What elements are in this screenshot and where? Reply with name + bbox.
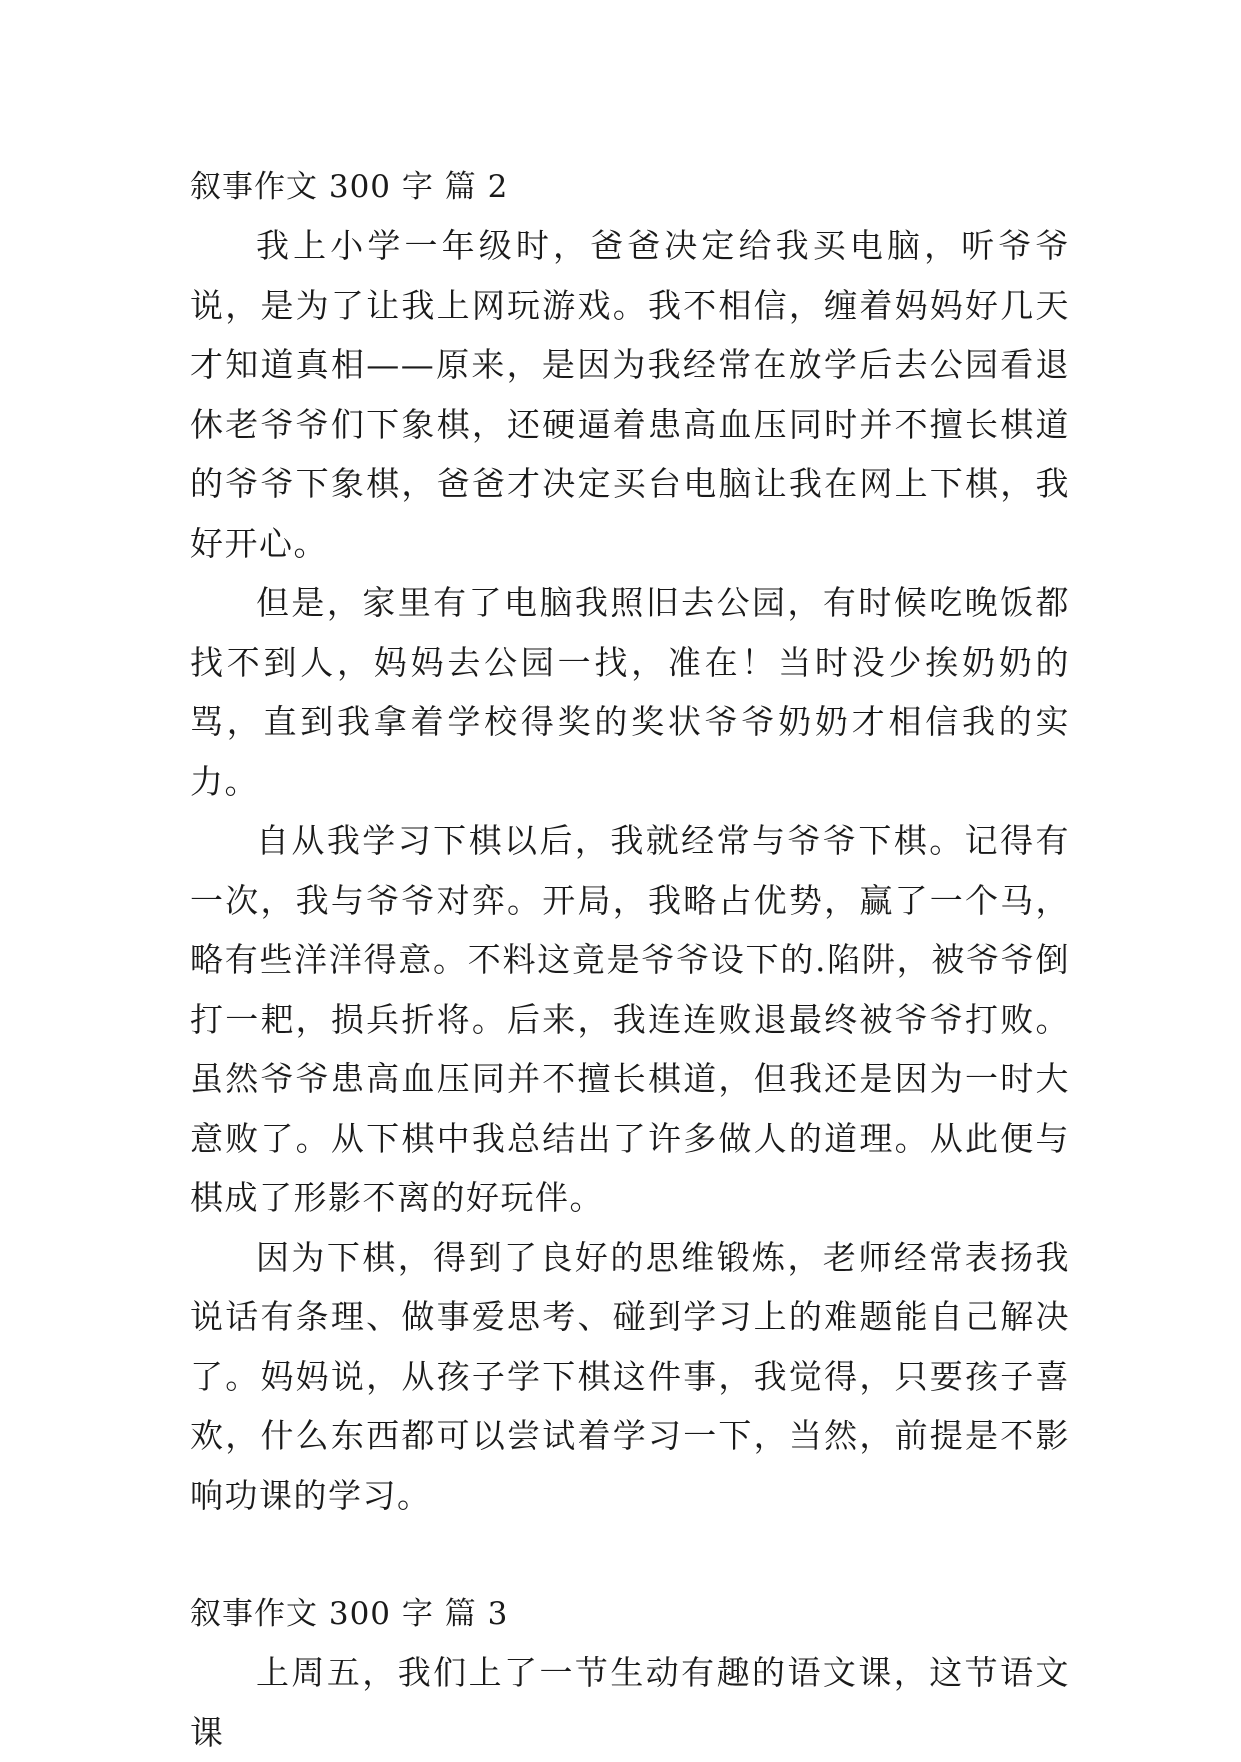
paragraph: 我上小学一年级时，爸爸决定给我买电脑，听爷爷说，是为了让我上网玩游戏。我不相信，缠着妈妈好几天才知道真相——原来，是因为我经常在放学后去公园看退休老爷爷们下象棋，还硬逼着患高血压同时并不擅长棋道的爷爷下象棋，爸爸才决定买台电脑让我在网上下棋，我好开心。	[190, 226, 1070, 563]
paragraph: 上周五，我们上了一节生动有趣的语文课，这节语文课	[190, 1653, 1070, 1752]
section-spacer	[190, 1525, 1070, 1585]
paragraph: 因为下棋，得到了良好的思维锻炼，老师经常表扬我说话有条理、做事爱思考、碰到学习上的难题能自己解决了。妈妈说，从孩子学下棋这件事，我觉得，只要孩子喜欢，什么东西都可以尝试着学习一下，当然，前提是不影响功课的学习。	[190, 1237, 1070, 1515]
document-content	[190, 158, 1070, 1762]
paragraph: 自从我学习下棋以后，我就经常与爷爷下棋。记得有一次，我与爷爷对弈。开局，我略占优势，赢了一个马，略有些洋洋得意。不料这竟是爷爷设下的.陷阱，被爷爷倒打一耙，损兵折将。后来，我连连败退最终被爷爷打败。虽然爷爷患高血压同并不擅长棋道，但我还是因为一时大意败了。从下棋中我总结出了许多做人的道理。从此便与棋成了形影不离的好玩伴。	[190, 821, 1070, 1217]
paragraph: 但是，家里有了电脑我照旧去公园，有时候吃晚饭都找不到人，妈妈去公园一找，准在！当时没少挨奶奶的骂，直到我拿着学校得奖的奖状爷爷奶奶才相信我的实力。	[190, 583, 1070, 801]
section-heading-3: 叙事作文 300 字 篇 3	[190, 1596, 509, 1632]
section-heading-2: 叙事作文 300 字 篇 2	[190, 169, 509, 205]
